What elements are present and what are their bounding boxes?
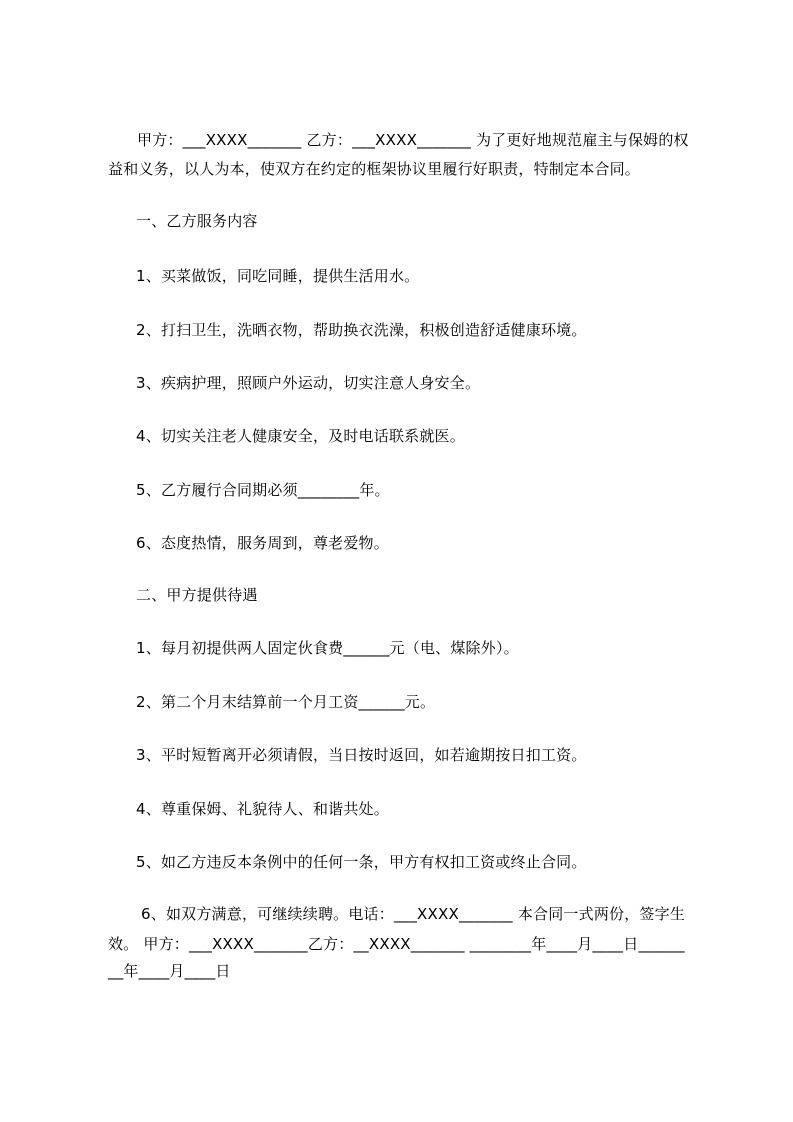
service-item-2: 2、打扫卫生，洗晒衣物，帮助换衣洗澡，积极创造舒适健康环境。 <box>136 321 587 339</box>
benefit-item-3: 3、平时短暂离开必须请假，当日按时返回，如若逾期按日扣工资。 <box>136 746 587 764</box>
service-item-5: 5、乙方履行合同期必须________年。 <box>136 481 390 499</box>
intro-line-1: 甲方：___XXXX_______ 乙方：___XXXX_______ 为了更好地规范雇主与保姆的权 <box>137 131 689 149</box>
service-item-1: 1、买菜做饭，同吃同睡，提供生活用水。 <box>136 267 420 285</box>
service-item-4: 4、切实关注老人健康安全，及时电话联系就医。 <box>136 427 465 445</box>
benefit-item-4: 4、尊重保姆、礼貌待人、和谐共处。 <box>136 800 389 818</box>
section-2-heading: 二、甲方提供待遇 <box>136 586 258 604</box>
benefit-item-5: 5、如乙方违反本条例中的任何一条，甲方有权扣工资或终止合同。 <box>136 853 587 871</box>
service-item-3: 3、疾病护理，照顾户外运动，切实注意人身安全。 <box>136 374 481 392</box>
benefit-item-1: 1、每月初提供两人固定伙食费______元（电、煤除外）。 <box>136 639 519 657</box>
closing-line-1: 6、如双方满意，可继续续聘。电话：___XXXX_______ 本合同一式两份，签字生 <box>141 905 686 923</box>
closing-line-3: __年____月____日 <box>108 962 231 980</box>
section-1-heading: 一、乙方服务内容 <box>136 212 258 230</box>
intro-line-2: 益和义务，以人为本，使双方在约定的框架协议里履行好职责，特制定本合同。 <box>108 160 641 178</box>
benefit-item-2: 2、第二个月末结算前一个月工资______元。 <box>136 693 436 711</box>
closing-line-2: 效。 甲方：___XXXX_______乙方：__XXXX_______ ________年____月____日______ <box>108 935 685 953</box>
service-item-6: 6、态度热情，服务周到，尊老爱物。 <box>136 534 389 552</box>
